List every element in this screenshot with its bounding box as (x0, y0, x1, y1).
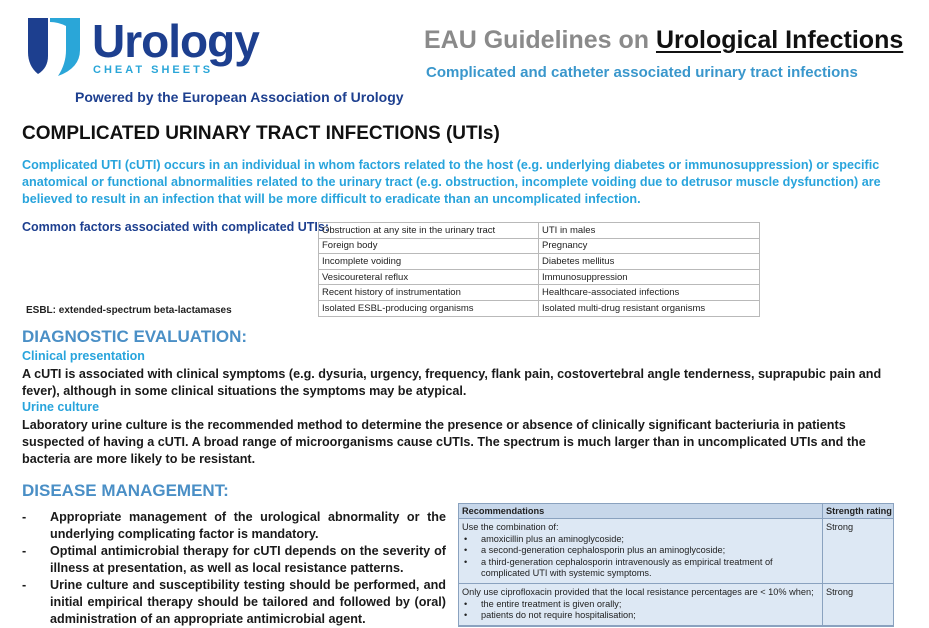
strength-column-header: Strength rating (826, 506, 892, 516)
factor-cell-left: Recent history of instrumentation (319, 285, 539, 301)
factor-cell-right: Diabetes mellitus (539, 254, 760, 270)
table-row (459, 519, 893, 584)
recommendation-intro: Use the combination of: (462, 522, 559, 532)
title-prefix: EAU Guidelines on (424, 26, 650, 54)
list-item: - Optimal antimicrobial therapy for cUTI depends on the severity of illness at presentation, as well as local resistance patterns. (22, 543, 446, 577)
strength-cell: Strong (826, 586, 854, 597)
diagnostic-heading: DIAGNOSTIC EVALUATION: (22, 327, 248, 346)
strength-cell: Strong (826, 522, 854, 532)
management-heading: DISEASE MANAGEMENT: (22, 481, 229, 500)
powered-by: Powered by the European Association of Urology (75, 89, 404, 105)
recommendation-intro: Only use ciprofloxacin provided that the local resistance percentages are < 10% when; (462, 586, 814, 597)
factor-cell-right: Healthcare-associated infections (539, 285, 760, 301)
page-title (424, 26, 903, 55)
factor-cell-right: UTI in males (539, 223, 760, 239)
list-item: - Urine culture and susceptibility testing should be performed, and initial empirical therapy should be tailored and followed by (oral) administration of an appropriate antimicrobial agent. (22, 577, 446, 628)
factor-cell-left: Incomplete voiding (319, 254, 539, 270)
factors-table (318, 222, 760, 317)
table-row (459, 584, 893, 626)
management-list (22, 509, 446, 628)
table-row (319, 300, 760, 316)
list-item: - Appropriate management of the urological abnormality or the underlying complicating factor is mandatory. (22, 509, 446, 543)
esbl-footnote: ESBL: extended-spectrum beta-lactamases (26, 305, 232, 316)
table-row (319, 238, 760, 254)
recommendation-bullet: • a second-generation cephalosporin plus an aminoglycoside; (462, 545, 822, 557)
factor-cell-left: Vesicoureteral reflux (319, 269, 539, 285)
recommendation-bullet: • amoxicillin plus an aminoglycoside; (462, 534, 822, 546)
logo-wordmark: Urology (92, 15, 259, 67)
table-row (319, 269, 760, 285)
clinical-subheading: Clinical presentation (22, 349, 145, 363)
logo-subtitle: CHEAT SHEETS (93, 64, 214, 76)
factor-cell-right: Isolated multi-drug resistant organisms (539, 300, 760, 316)
clinical-paragraph: A cUTI is associated with clinical symptoms (e.g. dysuria, urgency, frequency, flank pain, costovertebral angle tenderness, suprapubic pain and fever), although in some clinical situations the symptoms may be atypical. (22, 367, 882, 398)
title-main: Urological Infections (655, 26, 904, 54)
factor-cell-left: Obstruction at any site in the urinary tract (319, 223, 539, 239)
factors-label: Common factors associated with complicated UTIs: (22, 220, 330, 234)
urine-culture-paragraph: Laboratory urine culture is the recommended method to determine the presence or absence of clinically significant bacteriuria in patients suspected of having a cUTI. A broad range of microorganisms cause cUTIs. The spectrum is much larger than in uncomplicated UTIs and the bacteria are more likely to be resistant. (22, 418, 866, 466)
recommendation-bullet: • a third-generation cephalosporin intravenously as empirical treatment of complicated UTI with systemic symptoms. (462, 557, 822, 580)
page-subtitle: Complicated and catheter associated urinary tract infections (426, 64, 858, 81)
recommendation-cell (459, 519, 823, 583)
table-row (319, 285, 760, 301)
table-header (459, 504, 893, 519)
section-heading: COMPLICATED URINARY TRACT INFECTIONS (UTIs) (22, 123, 500, 144)
recommendations-column-header: Recommendations (459, 504, 823, 518)
factor-cell-left: Foreign body (319, 238, 539, 254)
table-row (319, 223, 760, 239)
urine-culture-subheading: Urine culture (22, 400, 100, 414)
factor-cell-right: Immunosuppression (539, 269, 760, 285)
urology-logo-icon (26, 16, 82, 78)
factor-cell-left: Isolated ESBL-producing organisms (319, 300, 539, 316)
recommendations-table (458, 503, 894, 627)
factor-cell-right: Pregnancy (539, 238, 760, 254)
table-row (319, 254, 760, 270)
intro-paragraph: Complicated UTI (cUTI) occurs in an individual in whom factors related to the host (e.g. underlying diabetes or immunosuppression) or specific anatomical or functional abnormalities related to the urinary tract (e.g. obstruction, incomplete voiding due to detrusor muscle dysfunction) are believed to result in an infection that will be more difficult to eradicate than an uncomplicated infection. (22, 158, 881, 206)
recommendation-bullet: • patients do not require hospitalisation; (462, 610, 822, 622)
recommendation-bullet: • the entire treatment is given orally; (462, 599, 822, 611)
